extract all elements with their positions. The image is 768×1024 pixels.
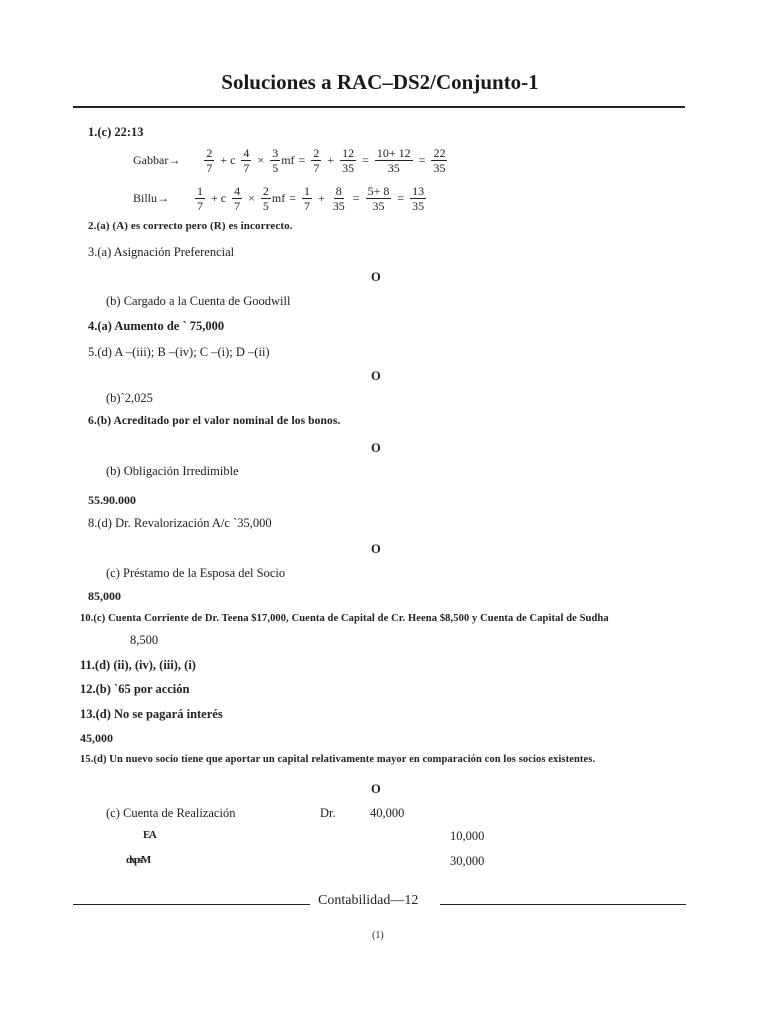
- billu-equation: [131, 184, 430, 213]
- operator: mf: [271, 191, 286, 205]
- answer-8-alt: (c) Préstamo de la Esposa del Socio: [106, 566, 286, 580]
- fraction: $\frac{4}{7}$: [243, 146, 250, 175]
- fraction: $\frac{5+ 8}{35}$: [367, 184, 390, 213]
- fraction: $\frac{8}{35}$: [332, 184, 345, 213]
- fraction: $\frac{2}{7}$: [206, 146, 213, 175]
- or-separator: O: [371, 782, 381, 796]
- journal-credit-label-2: dxpsM: [126, 854, 150, 866]
- fraction: $\frac{10+ 12}{35}$: [376, 146, 411, 175]
- fraction: $\frac{2}{5}$: [262, 184, 269, 213]
- answer-14: 45,000: [80, 731, 113, 745]
- answer-11: 11.(d) (ii), (iv), (iii), (i): [80, 658, 196, 672]
- operator: + c: [211, 191, 227, 205]
- page-title: Soluciones a RAC–DS2/Conjunto-1: [221, 70, 539, 94]
- answer-5-alt: (b)`2,025: [106, 391, 153, 405]
- fraction: $\frac{22}{35}$: [433, 146, 446, 175]
- or-separator: O: [371, 270, 381, 284]
- operator: =: [397, 191, 405, 205]
- answer-10-cont: 8,500: [130, 633, 159, 647]
- operator: mf: [281, 153, 295, 167]
- answer-13: 13.(d) No se pagará interés: [80, 707, 223, 721]
- answer-10: 10.(c) Cuenta Corriente de Dr. Teena $17,000, Cuenta de Capital de Cr. Heena $8,500 y Cuenta de Capital de Sudha: [80, 613, 609, 624]
- operator: =: [289, 191, 297, 205]
- operator: ×: [248, 191, 255, 205]
- answer-12: 12.(b) `65 por acción: [80, 682, 190, 696]
- answer-7: 55.90.000: [88, 493, 136, 507]
- or-separator: O: [371, 369, 381, 383]
- answer-9: 85,000: [88, 589, 121, 603]
- journal-debit-label: (c) Cuenta de Realización: [106, 806, 236, 820]
- or-separator: O: [371, 441, 381, 455]
- fraction: $\frac{1}{7}$: [304, 184, 311, 213]
- journal-credit-label-1: EA: [143, 829, 156, 841]
- answer-2: 2.(a) (A) es correcto pero (R) es incorrecto.: [88, 220, 293, 232]
- answer-15: 15.(d) Un nuevo socio tiene que aportar un capital relativamente mayor en comparación con los socios existentes.: [80, 754, 596, 765]
- fraction: $\frac{1}{7}$: [197, 184, 204, 213]
- footer-title: Contabilidad—12: [318, 893, 419, 908]
- billu-name: Billu→: [133, 191, 170, 205]
- operator: +: [327, 153, 335, 167]
- journal-dr-marker: Dr.: [320, 806, 336, 820]
- answer-6-alt: (b) Obligación Irredimible: [106, 464, 239, 478]
- operator: =: [298, 153, 306, 167]
- gabbar-equation: [131, 146, 451, 175]
- fraction: $\frac{12}{35}$: [342, 146, 355, 175]
- answer-8: 8.(d) Dr. Revalorización A/c `35,000: [88, 516, 272, 530]
- answer-3-alt: (b) Cargado a la Cuenta de Goodwill: [106, 294, 291, 308]
- or-separator: O: [371, 542, 381, 556]
- operator: ×: [257, 153, 265, 167]
- footer-rule-left: [73, 904, 310, 905]
- gabbar-name: Gabbar→: [133, 153, 181, 167]
- fraction: $\frac{3}{5}$: [272, 146, 279, 175]
- journal-credit-amount-1: 10,000: [450, 829, 485, 843]
- title-rule: [73, 106, 685, 108]
- fraction: $\frac{13}{35}$: [412, 184, 425, 213]
- page-number: (1): [372, 930, 384, 941]
- operator: =: [352, 191, 360, 205]
- footer-rule-right: [440, 904, 686, 905]
- operator: +: [318, 191, 325, 205]
- fraction: $\frac{2}{7}$: [313, 146, 320, 175]
- operator: =: [362, 153, 369, 167]
- journal-debit-amount: 40,000: [370, 806, 405, 820]
- answer-3: 3.(a) Asignación Preferencial: [88, 245, 235, 259]
- answer-6: 6.(b) Acreditado por el valor nominal de los bonos.: [88, 415, 341, 427]
- journal-credit-amount-2: 30,000: [450, 854, 485, 868]
- fraction: $\frac{4}{7}$: [234, 184, 241, 213]
- answer-4: 4.(a) Aumento de ` 75,000: [88, 319, 225, 333]
- operator: + c: [220, 153, 236, 167]
- answer-5: 5.(d) A –(iii); B –(iv); C –(i); D –(ii): [88, 345, 270, 359]
- operator: =: [418, 153, 426, 167]
- answer-1: 1.(c) 22:13: [88, 125, 144, 139]
